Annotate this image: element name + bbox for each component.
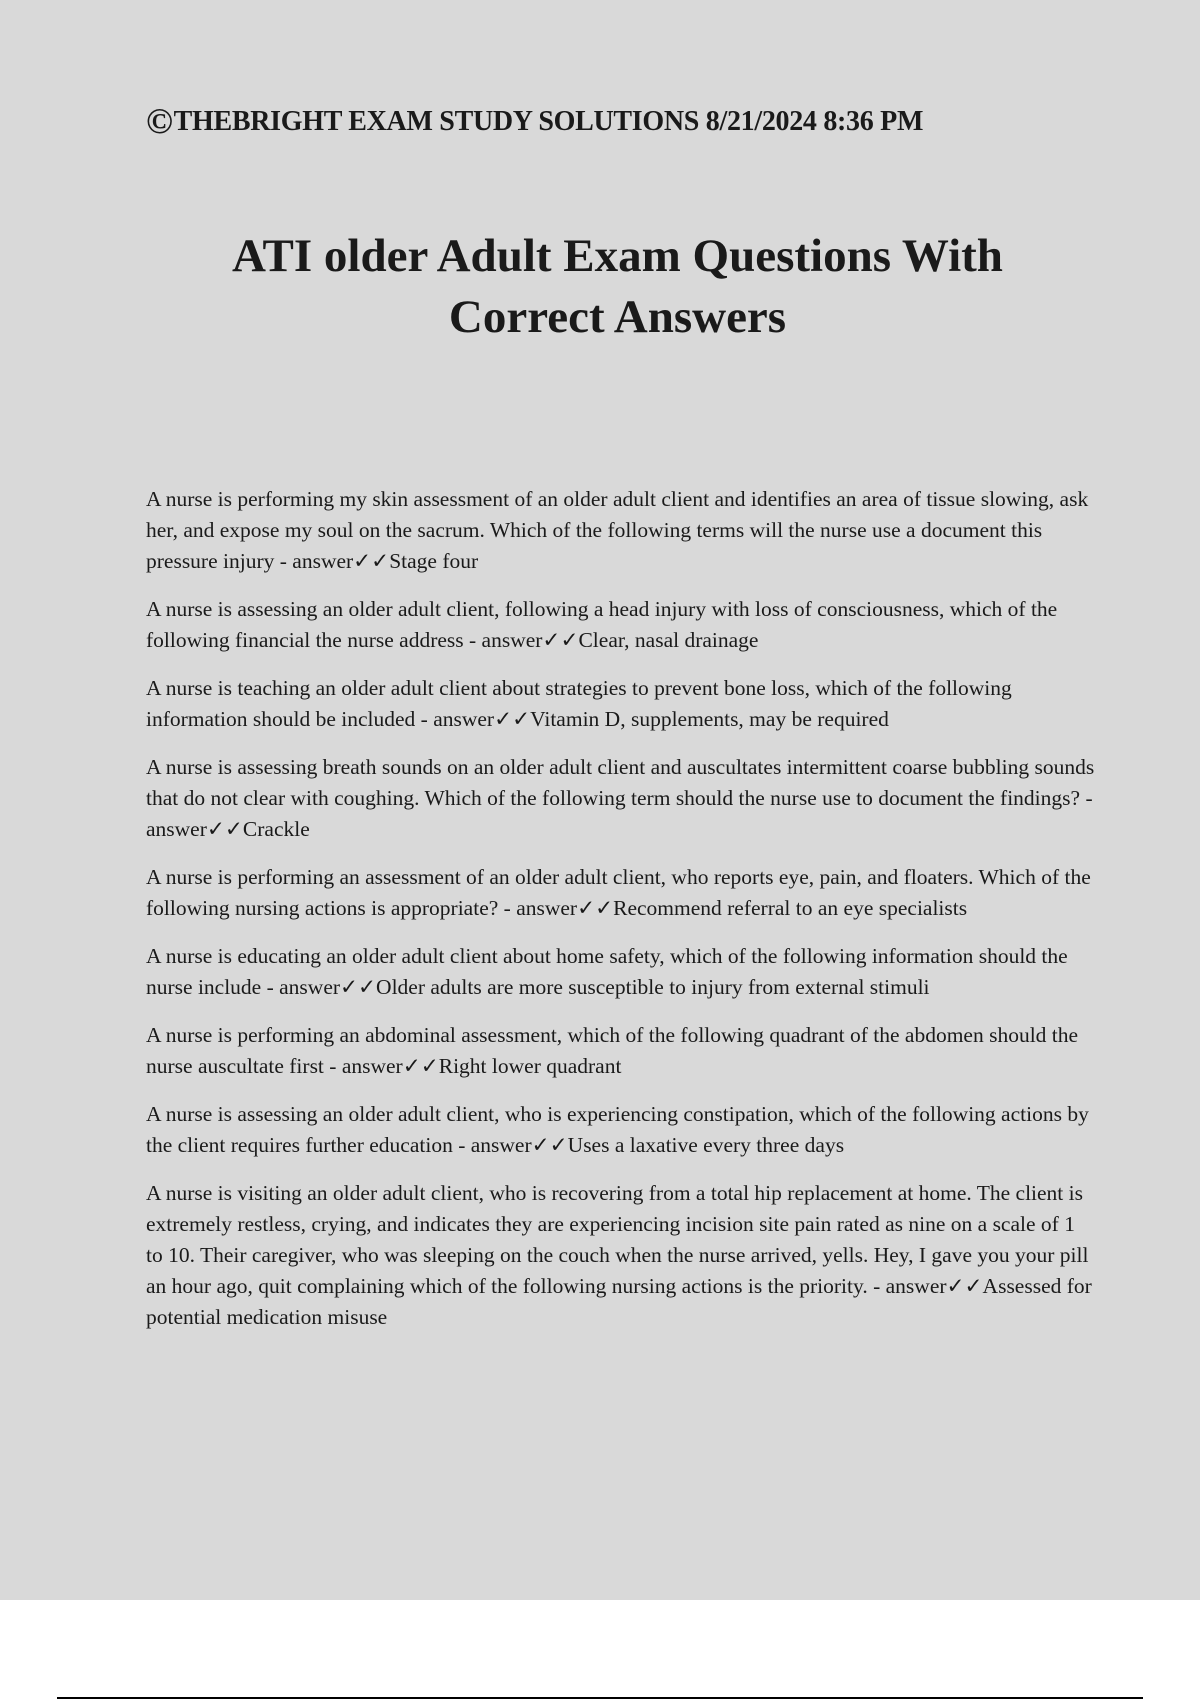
title-line-2: Correct Answers bbox=[448, 291, 787, 343]
qa-item: A nurse is assessing an older adult client, following a head injury with loss of consciousness, which of the following financial the nurse address - answer✓✓Clear, nasal drainage bbox=[146, 597, 1058, 652]
title-line-1: ATI older Adult Exam Questions With bbox=[232, 230, 1003, 282]
document-title bbox=[120, 226, 1115, 348]
page-header bbox=[146, 100, 923, 142]
qa-item: A nurse is visiting an older adult client, who is recovering from a total hip replacement at home. The client is extremely restless, crying, and indicates they are experiencing incision site pain rated as nine on a scale of 1 to 10. Their caregiver, who was sleeping on the couch when the nurse arrived, yells. Hey, I gave you your pill an hour ago, quit complaining which of the following nursing actions is the priority. - answer✓✓Assessed for potential medication misuse bbox=[146, 1181, 1092, 1329]
qa-item: A nurse is performing an abdominal assessment, which of the following quadrant of the abdomen should the nurse auscultate first - answer✓✓Right lower quadrant bbox=[146, 1023, 1079, 1078]
qa-item: A nurse is assessing an older adult client, who is experiencing constipation, which of the following actions by the client requires further education - answer✓✓Uses a laxative every three days bbox=[146, 1102, 1089, 1157]
copyright-symbol: © bbox=[146, 101, 173, 141]
qa-item: A nurse is performing an assessment of an older adult client, who reports eye, pain, and floaters. Which of the following nursing actions is appropriate? - answer✓✓Recommend referral to an eye specialists bbox=[146, 865, 1091, 920]
footer-divider bbox=[57, 1697, 1143, 1699]
qa-item: A nurse is teaching an older adult client about strategies to prevent bone loss, which of the following information should be included - answer✓✓Vitamin D, supplements, may be required bbox=[146, 676, 1012, 731]
qa-item: A nurse is educating an older adult client about home safety, which of the following information should the nurse include - answer✓✓Older adults are more susceptible to injury from external stimuli bbox=[146, 944, 1068, 999]
header-text: THEBRIGHT EXAM STUDY SOLUTIONS 8/21/2024 8:36 PM bbox=[173, 106, 924, 137]
qa-item: A nurse is assessing breath sounds on an older adult client and auscultates intermittent coarse bubbling sounds that do not clear with coughing. Which of the following term should the nurse use to document the findings? - answer✓✓Crackle bbox=[146, 755, 1095, 841]
qa-list bbox=[146, 484, 1096, 1350]
qa-item: A nurse is performing my skin assessment of an older adult client and identifies an area of tissue slowing, ask her, and expose my soul on the sacrum. Which of the following terms will the nurse use a document this pressure injury - answer✓✓Stage four bbox=[146, 487, 1089, 573]
